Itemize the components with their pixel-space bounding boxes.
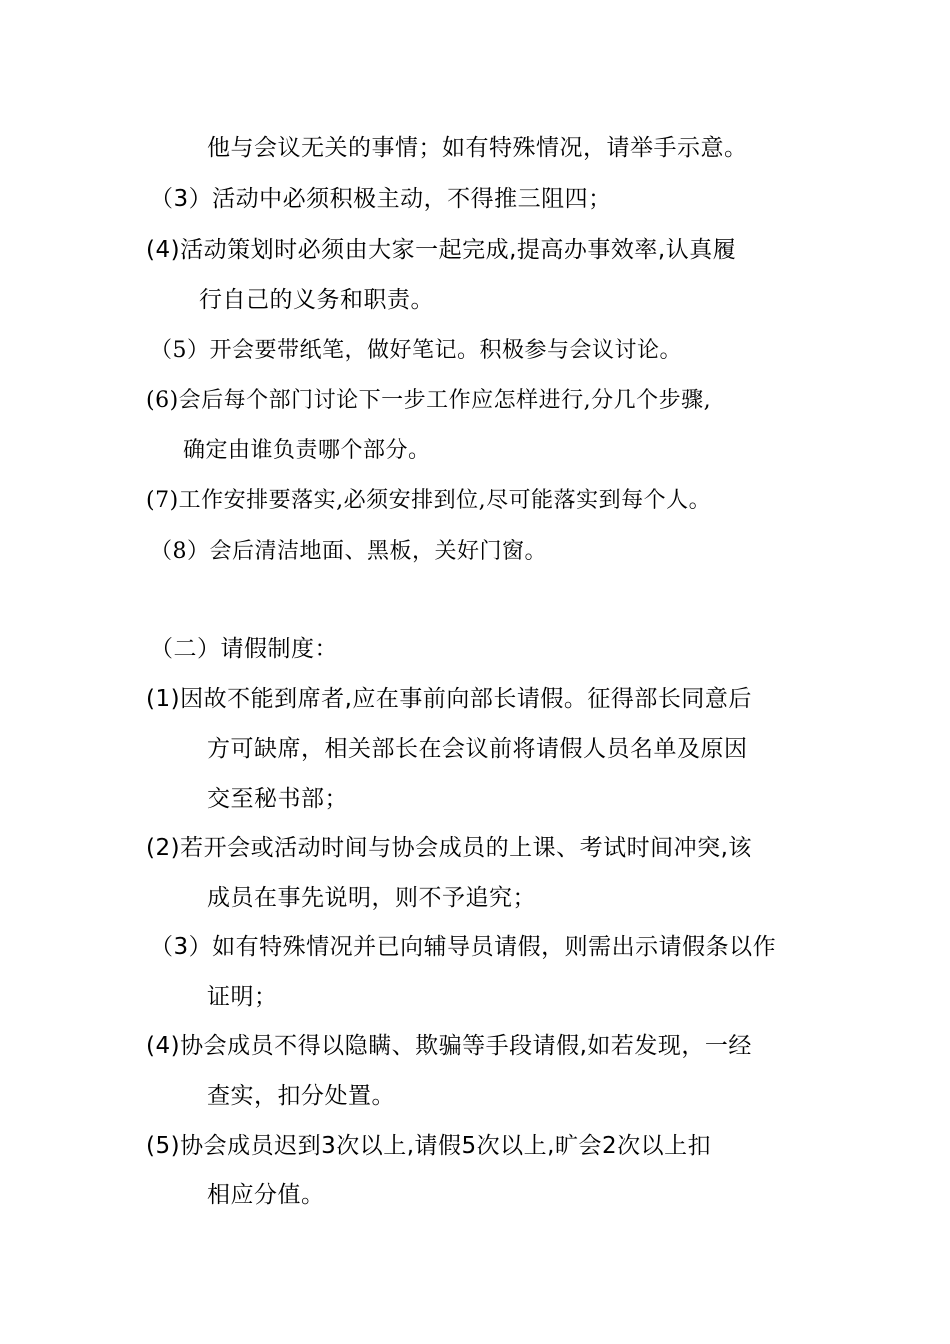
section-heading: （二）请假制度： xyxy=(150,636,338,662)
list-item: (7)工作安排要落实,必须安排到位,尽可能落实到每个人。 xyxy=(146,488,712,513)
list-item: （3）如有特殊情况并已向辅导员请假，则需出示请假条以作 xyxy=(150,934,777,960)
list-item-continuation: 相应分值。 xyxy=(207,1182,325,1208)
paragraph-line: 他与会议无关的事情；如有特殊情况，请举手示意。 xyxy=(207,135,748,161)
list-item: （8）会后清洁地面、黑板，关好门窗。 xyxy=(150,539,547,564)
list-item: (5)协会成员迟到3次以上,请假5次以上,旷会2次以上扣 xyxy=(146,1133,712,1159)
list-item-continuation: 查实，扣分处置。 xyxy=(207,1083,395,1109)
list-item-continuation: 交至秘书部； xyxy=(207,786,348,812)
list-item-continuation: 方可缺席，相关部长在会议前将请假人员名单及原因 xyxy=(207,736,748,762)
list-item-continuation: 证明； xyxy=(207,984,278,1010)
list-item: (4)活动策划时必须由大家一起完成,提高办事效率,认真履 xyxy=(146,237,737,263)
list-item-continuation: 行自己的义务和职责。 xyxy=(199,287,434,313)
list-item: (1)因故不能到席者,应在事前向部长请假。征得部长同意后 xyxy=(146,686,752,712)
list-item-continuation: 确定由谁负责哪个部分。 xyxy=(183,438,431,463)
list-item: (4)协会成员不得以隐瞒、欺骗等手段请假,如若发现，一经 xyxy=(146,1033,752,1059)
list-item: （3）活动中必须积极主动，不得推三阻四； xyxy=(150,186,612,212)
list-item-continuation: 成员在事先说明，则不予追究； xyxy=(207,885,536,911)
list-item: （5）开会要带纸笔，做好笔记。积极参与会议讨论。 xyxy=(150,338,682,363)
list-item: (2)若开会或活动时间与协会成员的上课、考试时间冲突,该 xyxy=(146,835,752,861)
list-item: (6)会后每个部门讨论下一步工作应怎样进行,分几个步骤, xyxy=(146,388,712,413)
